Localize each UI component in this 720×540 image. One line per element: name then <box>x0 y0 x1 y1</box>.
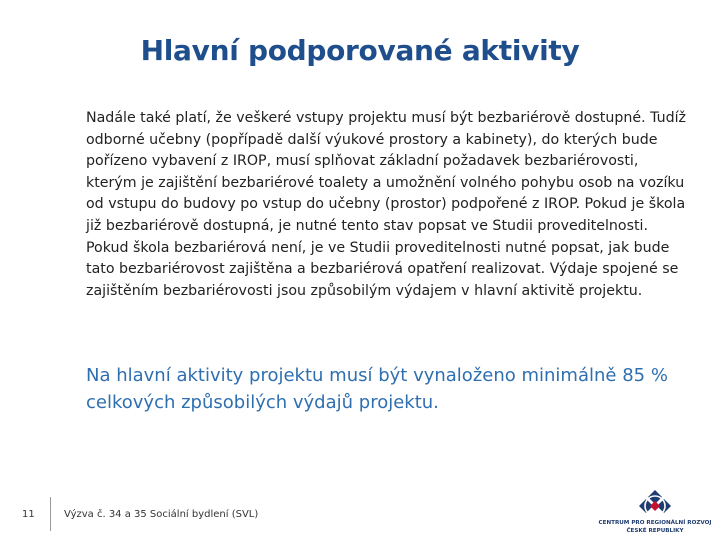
footer-divider <box>50 497 51 531</box>
logo-text-line1: CENTRUM PRO REGIONÁLNÍ ROZVOJ <box>598 520 712 526</box>
slide-title: Hlavní podporované aktivity <box>140 34 580 67</box>
slide-number: 11 <box>22 509 35 520</box>
logo-text-line2: ČESKÉ REPUBLIKY <box>626 528 684 534</box>
highlight-statement: Na hlavní aktivity projektu musí být vynaloženo minimálně 85 % celkových způsobilých výdajů projektu. <box>86 365 668 413</box>
logo-diamond-center <box>650 501 660 511</box>
footer-text: Výzva č. 34 a 35 Sociální bydlení (SVL) <box>64 509 259 520</box>
body-paragraph: Nadále také platí, že veškeré vstupy projektu musí být bezbariérově dostupné. Tudíž odborné učebny (popřípadě další výukové prostory a kabinety), do kterých bude pořízeno vybavení z IROP, musí splňovat základní požadavek bezbariérovosti, kterým je zajištění bezbariérové toalety a umožnění volného pohybu osob na vozíku od vstupu do budovy po vstup do učebny (prostor) podpořené z IROP. Pokud je škola již bezbariérově dostupná, je nutné tento stav popsat ve Studii proveditelnosti. Pokud škola bezbariérová není, je ve Studii proveditelnosti nutné popsat, jak bude tato bezbariérovost zajištěna a bezbariérová opatření realizovat. Výdaje spojené se zajištěním bezbariérovosti jsou způsobilým výdajem v hlavní aktivitě projektu. <box>86 110 686 299</box>
crr-logo-icon <box>594 488 716 520</box>
crr-logo <box>594 488 716 536</box>
